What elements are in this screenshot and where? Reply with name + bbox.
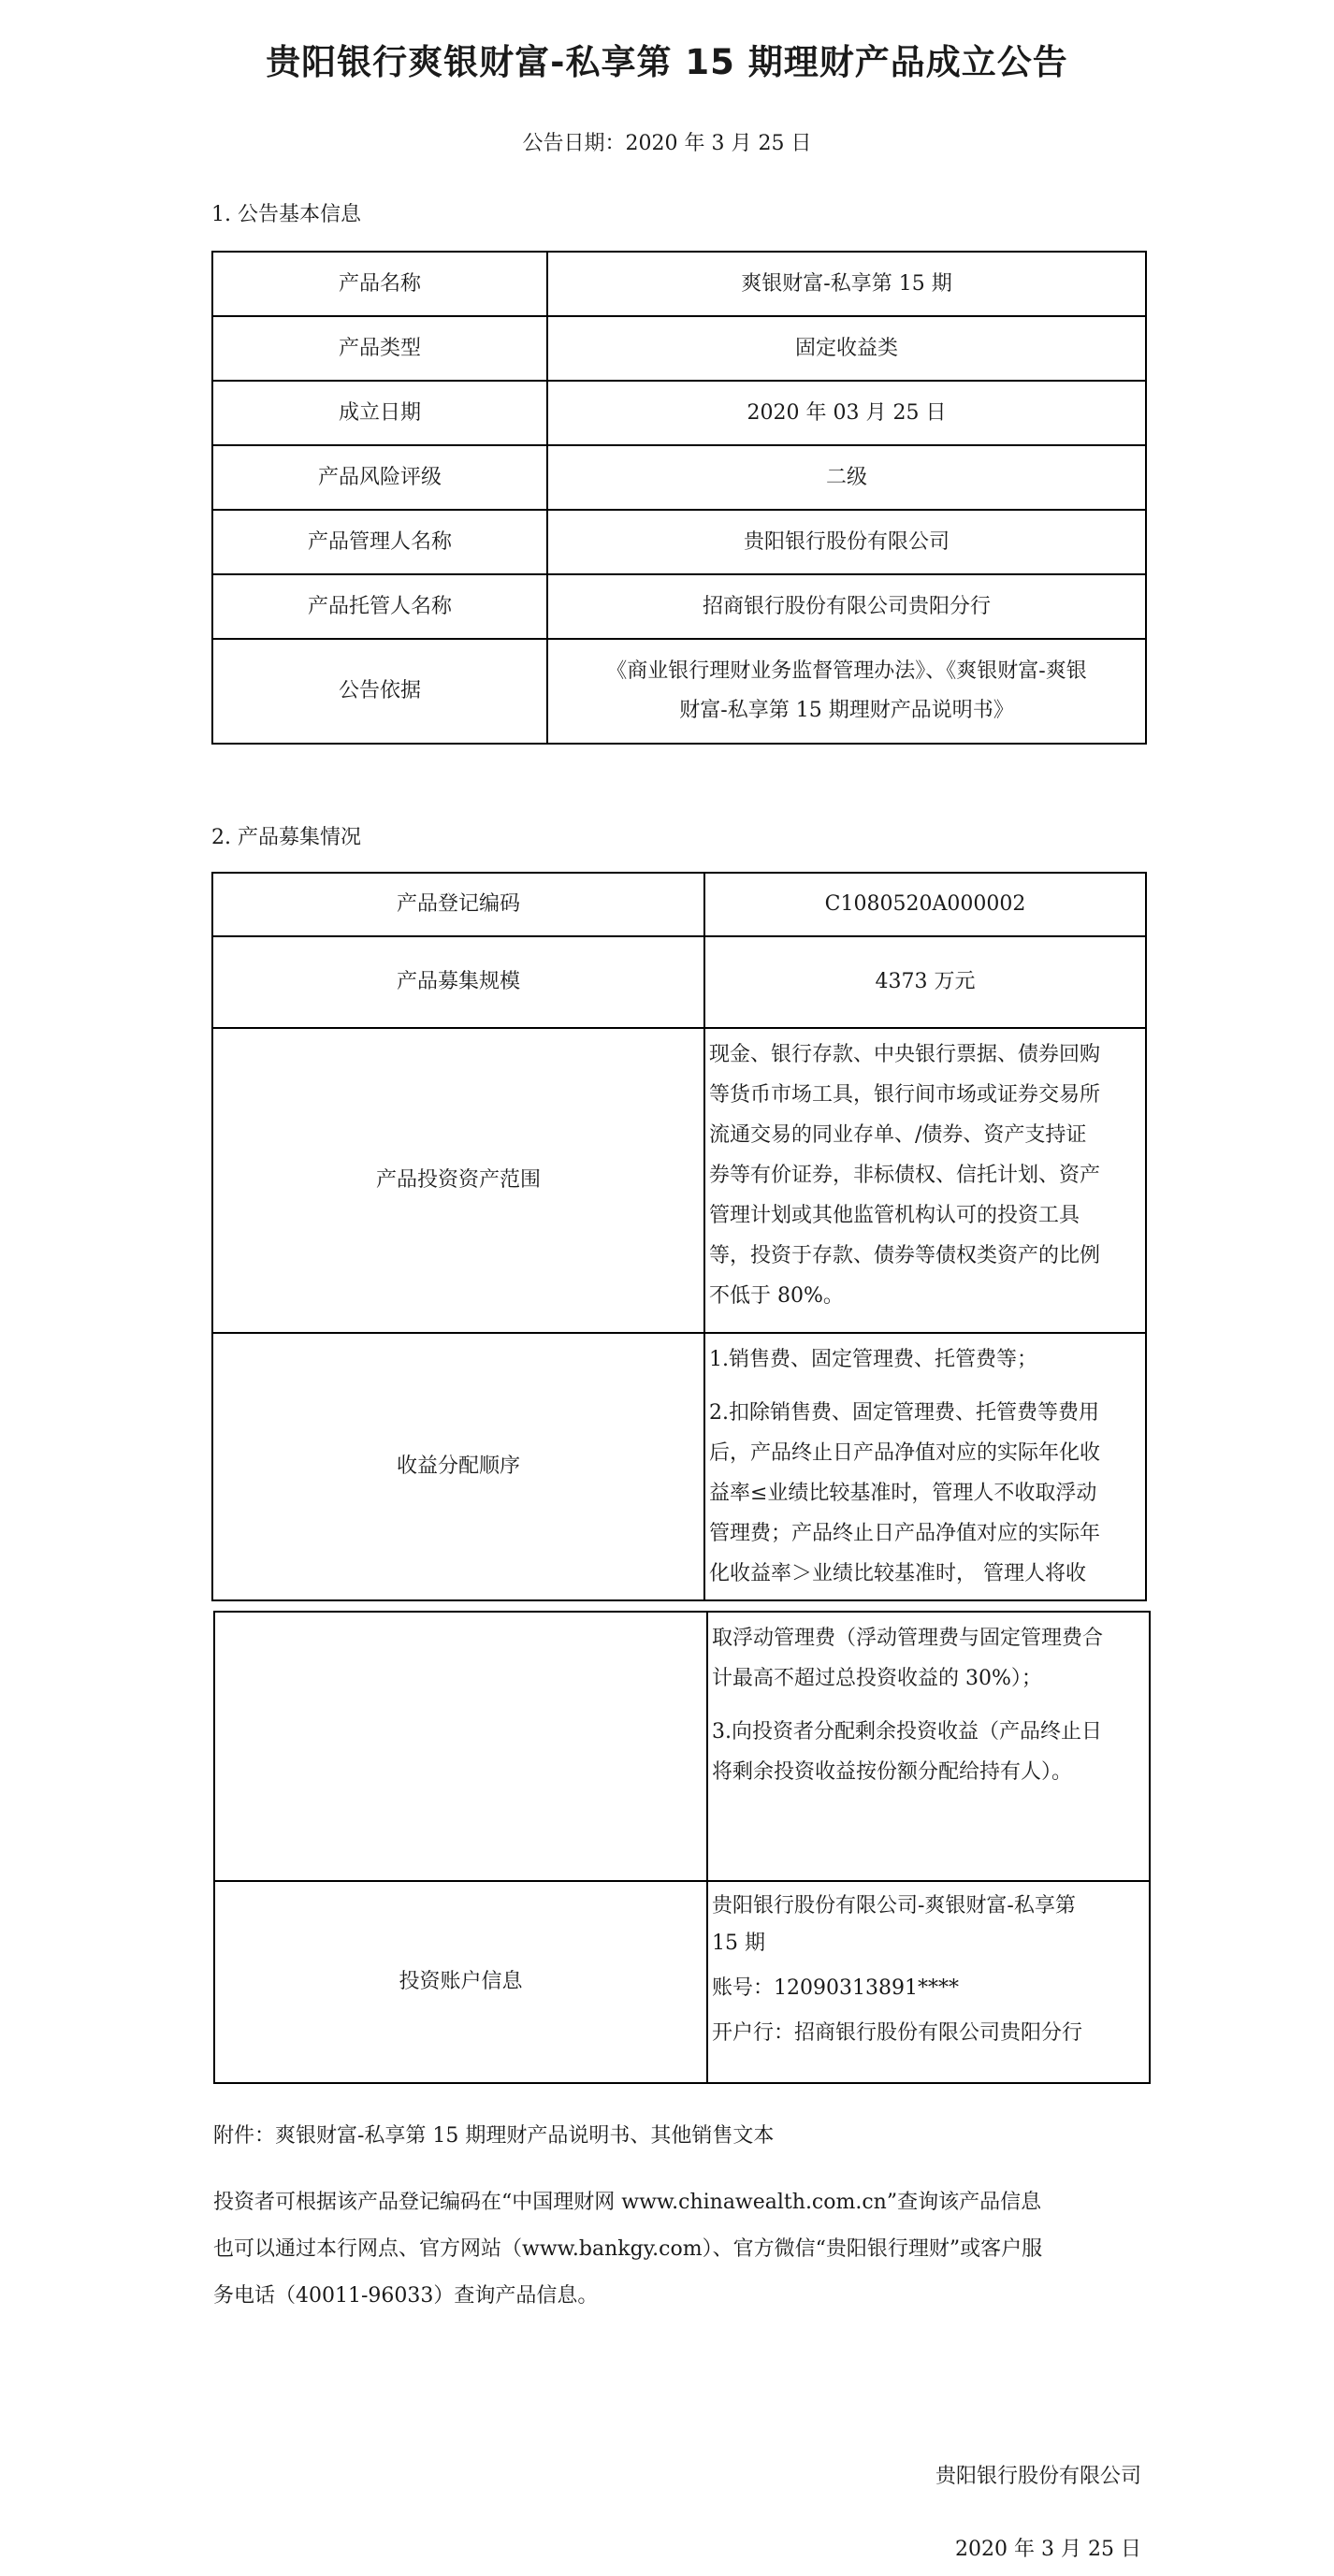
- scale-value: 4373 万元: [704, 936, 1146, 1028]
- basis-value: [547, 639, 1146, 744]
- row-label: 收益分配顺序: [212, 1333, 704, 1600]
- distribution-line: 1.销售费、固定管理费、托管费等；: [709, 1348, 1037, 1371]
- empty-label-cell: [214, 1612, 707, 1881]
- table-row: [212, 316, 1146, 381]
- signature-date: 2020 年 3 月 25 日: [955, 2538, 1141, 2561]
- row-label: 成立日期: [212, 381, 547, 445]
- section-2-heading: 2. 产品募集情况: [211, 826, 361, 849]
- scope-line: 现金、银行存款、中央银行票据、债券回购: [709, 1043, 1101, 1066]
- distribution-line: 计最高不超过总投资收益的 30%）；: [712, 1667, 1042, 1690]
- row-label: 公告依据: [212, 639, 547, 744]
- scope-line: 等货币市场工具，银行间市场或证券交易所: [709, 1083, 1101, 1107]
- row-label: 产品托管人名称: [212, 574, 547, 639]
- table-row: [214, 1881, 1150, 2083]
- table-row: [212, 936, 1146, 1028]
- account-number: 账号：12090313891****: [712, 1976, 959, 2000]
- distribution-line: 3.向投资者分配剩余投资收益（产品终止日: [712, 1720, 1102, 1744]
- scope-value: [704, 1028, 1146, 1333]
- establish-date-value: 2020 年 03 月 25 日: [547, 381, 1146, 445]
- product-name-value: 爽银财富-私享第 15 期: [547, 252, 1146, 316]
- query-line: 也可以通过本行网点、官方网站（www.bankgy.com）、官方微信“贵阳银行理财”或客户服: [213, 2237, 1043, 2261]
- announcement-date: 公告日期：2020 年 3 月 25 日: [522, 132, 812, 155]
- distribution-line: 后，产品终止日产品净值对应的实际年化收: [709, 1441, 1101, 1465]
- row-label: 产品管理人名称: [212, 510, 547, 574]
- account-name-line: 贵阳银行股份有限公司-爽银财富-私享第: [712, 1894, 1076, 1918]
- product-type-value: 固定收益类: [547, 316, 1146, 381]
- row-label: 产品登记编码: [212, 873, 704, 936]
- fundraising-table: [211, 872, 1147, 1601]
- distribution-value: [704, 1333, 1146, 1600]
- query-line: 投资者可根据该产品登记编码在“中国理财网 www.chinawealth.com.cn”查询该产品信息: [213, 2191, 1042, 2214]
- distribution-continued: [707, 1612, 1150, 1881]
- scope-line: 等，投资于存款、债券等债权类资产的比例: [709, 1244, 1101, 1267]
- row-label: 产品名称: [212, 252, 547, 316]
- account-bank: 开户行：招商银行股份有限公司贵阳分行: [712, 2021, 1083, 2045]
- account-name-line: 15 期: [712, 1932, 765, 1955]
- table-row: [212, 510, 1146, 574]
- table-row: [214, 1612, 1150, 1881]
- basis-line: 财富-私享第 15 期理财产品说明书》: [679, 699, 1014, 722]
- table-row: [212, 574, 1146, 639]
- row-label: 产品投资资产范围: [212, 1028, 704, 1333]
- basic-info-table: [211, 251, 1147, 745]
- table-row: [212, 1028, 1146, 1333]
- signature-company: 贵阳银行股份有限公司: [935, 2465, 1141, 2488]
- row-label: 产品类型: [212, 316, 547, 381]
- row-label: 产品风险评级: [212, 445, 547, 510]
- query-note: [213, 2179, 1149, 2320]
- distribution-line: 取浮动管理费（浮动管理费与固定管理费合: [712, 1627, 1104, 1650]
- account-info-value: [707, 1881, 1150, 2083]
- distribution-line: 益率≤业绩比较基准时，管理人不收取浮动: [709, 1482, 1097, 1505]
- manager-value: 贵阳银行股份有限公司: [547, 510, 1146, 574]
- distribution-line: 化收益率＞业绩比较基准时， 管理人将收: [709, 1562, 1086, 1585]
- scope-line: 不低于 80%。: [709, 1284, 844, 1308]
- scope-line: 券等有价证券，非标债权、信托计划、资产: [709, 1164, 1101, 1187]
- distribution-line: 管理费；产品终止日产品净值对应的实际年: [709, 1522, 1101, 1545]
- reg-code-value: C1080520A000002: [704, 873, 1146, 936]
- distribution-line: 将剩余投资收益按份额分配给持有人）。: [712, 1760, 1073, 1784]
- basis-line: 《商业银行理财业务监督管理办法》、《爽银财富-爽银: [606, 659, 1087, 683]
- table-row: [212, 639, 1146, 744]
- table-row: [212, 445, 1146, 510]
- row-label: 投资账户信息: [214, 1881, 707, 2083]
- custodian-value: 招商银行股份有限公司贵阳分行: [547, 574, 1146, 639]
- continuation-table: [213, 1611, 1151, 2084]
- scope-line: 流通交易的同业存单、/债券、资产支持证: [709, 1123, 1087, 1147]
- query-line: 务电话（40011-96033）查询产品信息。: [213, 2284, 599, 2308]
- row-label: 产品募集规模: [212, 936, 704, 1028]
- table-row: [212, 252, 1146, 316]
- table-row: [212, 1333, 1146, 1600]
- distribution-line: 2.扣除销售费、固定管理费、托管费等费用: [709, 1401, 1099, 1425]
- risk-rating-value: 二级: [547, 445, 1146, 510]
- table-row: [212, 873, 1146, 936]
- attachment-note: 附件：爽银财富-私享第 15 期理财产品说明书、其他销售文本: [213, 2124, 775, 2148]
- table-row: [212, 381, 1146, 445]
- document-title: 贵阳银行爽银财富-私享第 15 期理财产品成立公告: [266, 42, 1068, 82]
- section-1-heading: 1. 公告基本信息: [211, 203, 361, 226]
- scope-line: 管理计划或其他监管机构认可的投资工具: [709, 1204, 1080, 1227]
